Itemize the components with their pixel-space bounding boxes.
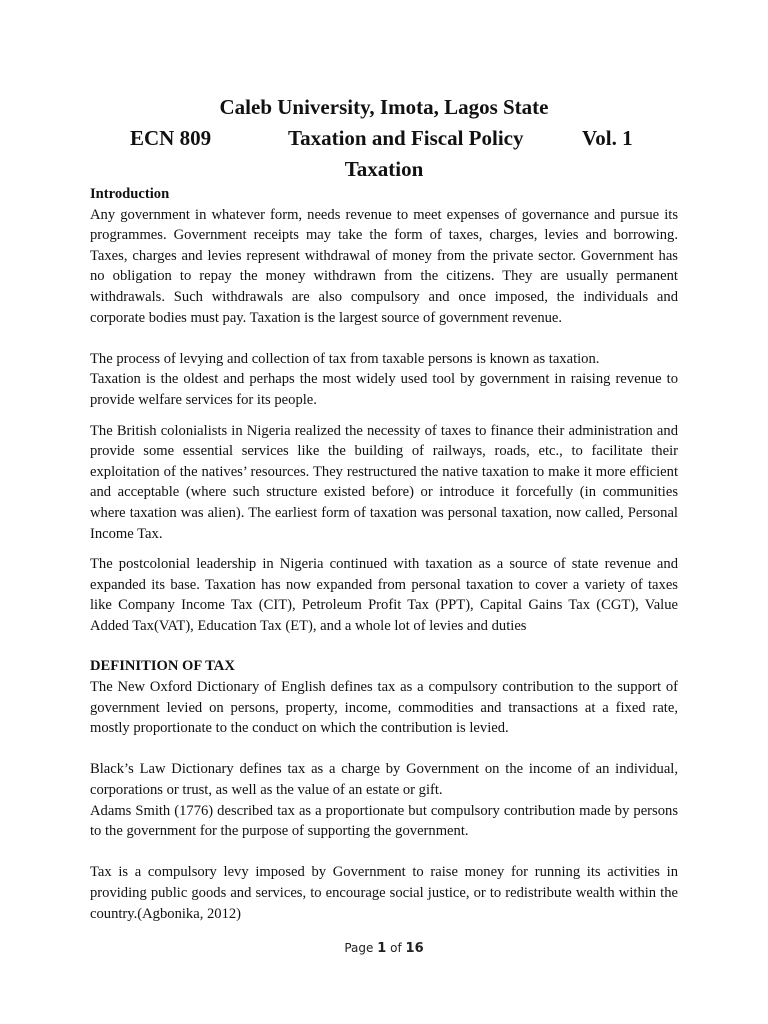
page-label: Page	[344, 941, 374, 955]
document-header	[90, 92, 678, 185]
intro-paragraph-3: Taxation is the oldest and perhaps the most widely used tool by government in raising revenue to provide welfare services for its people.	[90, 371, 678, 408]
definition-paragraph-2: Black’s Law Dictionary defines tax as a charge by Government on the income of an individual, corporations or trust, as well as the value of an estate or gift.	[90, 761, 678, 799]
intro-paragraph-1: Any government in whatever form, needs revenue to meet expenses of governance and pursue its programmes. Government receipts may take the form of taxes, charges, levies and borrowing. Taxes, charges and levies represent withdrawal of money from the private sector. Government has no obligation to repay the money withdrawn from the citizens. They are usually permanent withdrawals. Such withdrawals are also compulsory and once imposed, the individuals and corporate bodies must pay. Taxation is the largest source of government revenue.	[90, 206, 678, 326]
page-footer	[0, 941, 768, 956]
definition-paragraph-1: The New Oxford Dictionary of English defines tax as a compulsory contribution to the support of government levied on persons, property, income, commodities and transactions at a fixed rate, mostly proportionate to the conduct on which the contribution is levied.	[90, 679, 678, 737]
total-pages: 16	[405, 941, 424, 956]
university-title: Caleb University, Imota, Lagos State	[219, 95, 549, 119]
topic-title: Taxation	[344, 157, 424, 181]
document-body	[90, 184, 678, 924]
page-number: 1	[377, 941, 387, 956]
intro-paragraph-4: The British colonialists in Nigeria realized the necessity of taxes to finance their administration and provide some essential services like the building of railways, roads, etc., to facilitate their exploitation of the natives’ resources. They restructured the native taxation to make it more efficient and acceptable (where such structure existed before) or introduce it forcefully (in communities where taxation was alien). The earliest form of taxation was personal taxation, now called, Personal Income Tax.	[90, 422, 678, 542]
definition-heading: DEFINITION OF TAX	[90, 658, 235, 675]
introduction-heading: Introduction	[90, 186, 170, 202]
volume-label: Vol. 1	[582, 126, 633, 150]
intro-paragraph-2: The process of levying and collection of tax from taxable persons is known as taxation.	[90, 350, 600, 367]
course-code: ECN 809	[130, 126, 212, 150]
course-title: Taxation and Fiscal Policy	[288, 126, 524, 150]
definition-paragraph-4: Tax is a compulsory levy imposed by Government to raise money for running its activities in providing public goods and services, to encourage social justice, or to redistribute wealth within the country.(Agbonika, 2012)	[90, 864, 678, 922]
definition-paragraph-3: Adams Smith (1776) described tax as a proportionate but compulsory contribution made by persons to the government for the purpose of supporting the government.	[90, 802, 678, 840]
of-label: of	[390, 941, 402, 955]
intro-paragraph-5: The postcolonial leadership in Nigeria continued with taxation as a source of state revenue and expanded its base. Taxation has now expanded from personal taxation to cover a variety of taxes like Company Income Tax (CIT), Petroleum Profit Tax (PPT), Capital Gains Tax (CGT), Value Added Tax(VAT), Education Tax (ET), and a whole lot of levies and duties	[90, 556, 678, 634]
course-line	[90, 123, 678, 154]
